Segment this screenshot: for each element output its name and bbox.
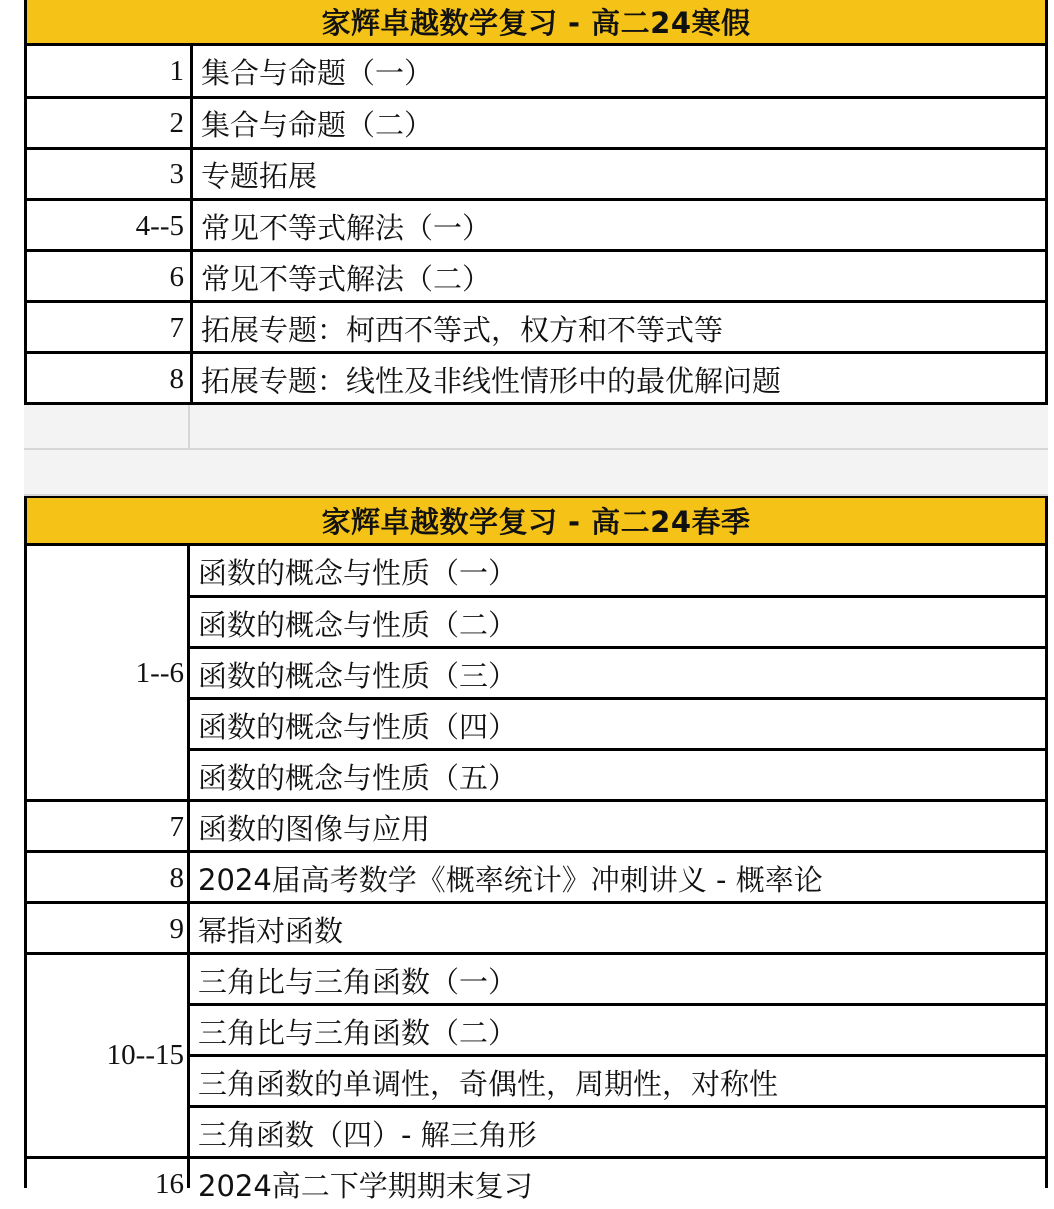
watermark-overlay	[918, 1058, 1028, 1102]
lesson-number: 3	[27, 150, 193, 199]
lesson-topic: 函数的概念与性质（五）	[198, 760, 518, 795]
lesson-number: 7	[27, 303, 193, 353]
section-title: 家辉卓越数学复习 - 高二24寒假	[321, 6, 751, 40]
lesson-topic: 函数的概念与性质（三）	[198, 658, 518, 693]
lesson-topic: 拓展专题：线性及非线性情形中的最优解问题	[201, 363, 782, 398]
section-title: 家辉卓越数学复习 - 高二24春季	[321, 505, 751, 539]
lesson-topic: 三角比与三角函数（一）	[198, 964, 518, 999]
lesson-topic: 2024高二下学期期末复习	[198, 1168, 533, 1203]
lesson-number: 6	[27, 252, 193, 302]
lesson-number: 4--5	[27, 201, 193, 251]
lesson-topic: 函数的概念与性质（二）	[198, 607, 518, 642]
lesson-number: 7	[169, 810, 184, 843]
table-row	[24, 303, 1048, 353]
section-header-spring	[24, 496, 1048, 546]
lesson-number: 1	[27, 46, 193, 97]
lesson-topic: 三角比与三角函数（二）	[198, 1015, 518, 1050]
lesson-topic: 常见不等式解法（一）	[201, 210, 492, 245]
empty-row	[24, 405, 1048, 450]
lesson-topic: 集合与命题（二）	[201, 108, 434, 142]
empty-row	[24, 450, 1048, 496]
lesson-number: 8	[169, 861, 184, 894]
section-header-winter	[24, 0, 1048, 46]
lesson-number: 8	[27, 354, 193, 404]
table-row	[24, 201, 1048, 251]
table-row	[24, 99, 1048, 148]
lesson-topic: 拓展专题：柯西不等式，权方和不等式等	[201, 312, 724, 347]
lesson-topic: 专题拓展	[201, 159, 318, 193]
lesson-topic: 函数的图像与应用	[198, 811, 431, 846]
lesson-topic: 2024届高考数学《概率统计》冲刺讲义 - 概率论	[198, 862, 823, 897]
table-row	[24, 354, 1048, 404]
lesson-topic: 函数的概念与性质（一）	[198, 555, 518, 590]
table-row	[24, 150, 1048, 199]
lesson-topic: 三角函数（四）- 解三角形	[198, 1117, 537, 1152]
lesson-topic: 集合与命题（一）	[201, 56, 434, 90]
lesson-topic: 三角函数的单调性，奇偶性，周期性，对称性	[198, 1066, 779, 1101]
lesson-number: 2	[27, 99, 193, 148]
lesson-topic: 常见不等式解法（二）	[201, 261, 492, 296]
table-row	[24, 252, 1048, 302]
lesson-number: 16	[155, 1167, 184, 1200]
table-row	[24, 46, 1048, 97]
lesson-number: 9	[169, 912, 184, 945]
lesson-number: 1--6	[135, 656, 184, 689]
lesson-topic: 幂指对函数	[198, 913, 344, 948]
lesson-number: 10--15	[106, 1038, 184, 1071]
lesson-topic: 函数的概念与性质（四）	[198, 709, 518, 744]
